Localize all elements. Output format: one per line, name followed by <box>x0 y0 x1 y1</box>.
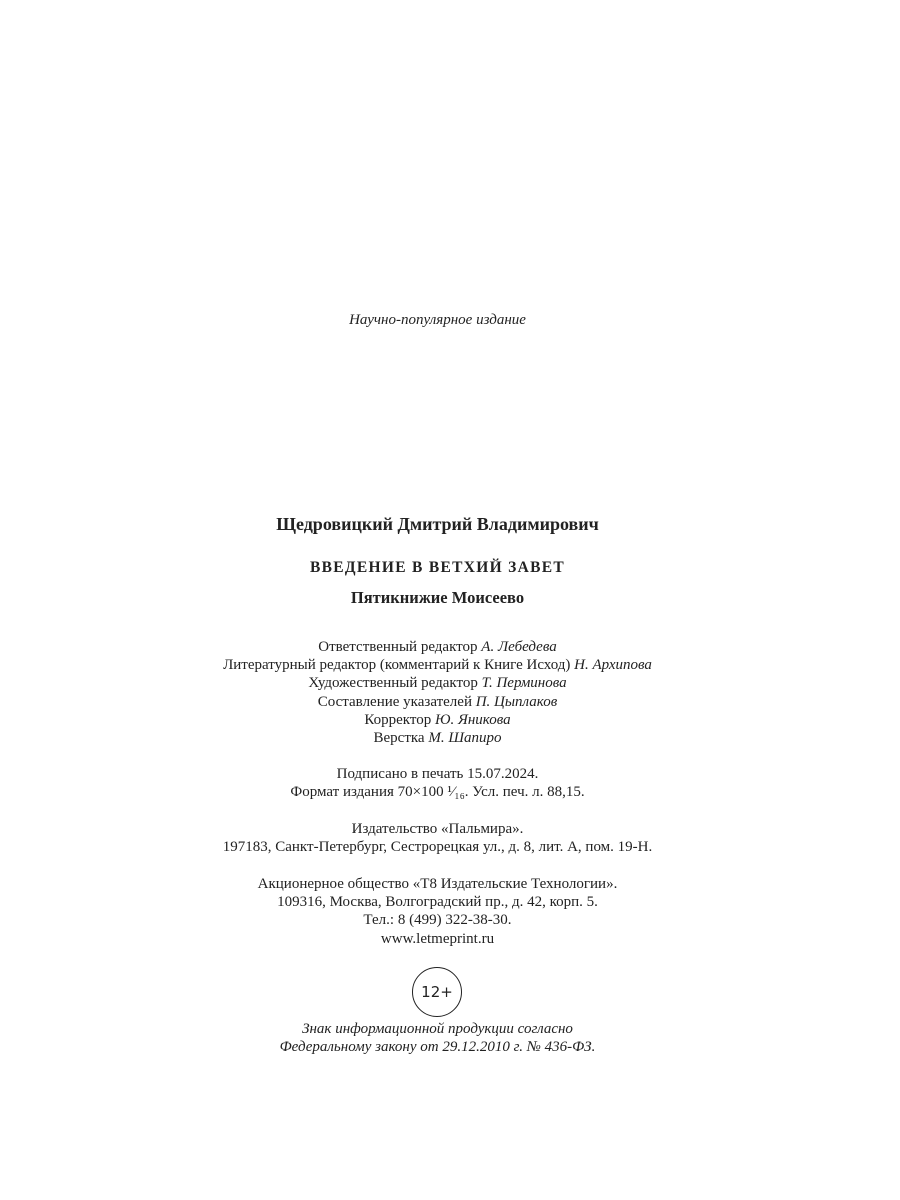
publisher-info <box>0 820 875 856</box>
book-subtitle: Пятикнижие Моисеево <box>350 588 525 607</box>
rating-note <box>0 1020 875 1056</box>
credits <box>0 638 875 747</box>
age-rating-text: 12+ <box>421 983 453 1001</box>
printer-website: www.letmeprint.ru <box>380 930 495 947</box>
credit-line: Литературный редактор (комментарий к Книге Исход) Н. Архипова <box>223 657 652 674</box>
age-rating-badge <box>412 967 462 1017</box>
publisher-address: 197183, Санкт-Петербург, Сестрорецкая ул., д. 8, лит. А, пом. 19-Н. <box>222 839 653 856</box>
printer-address: 109316, Москва, Волгоградский пр., д. 42, корп. 5. <box>277 894 598 911</box>
credit-line: Верстка М. Шапиро <box>373 730 502 747</box>
credit-line: Ответственный редактор А. Лебедева <box>318 639 557 655</box>
rating-note-line: Знак информационной продукции согласно <box>302 1021 573 1037</box>
print-info <box>0 765 875 801</box>
credit-line: Корректор Ю. Яникова <box>364 711 511 728</box>
credit-line: Составление указателей П. Цыплаков <box>317 693 558 710</box>
print-date: Подписано в печать 15.07.2024. <box>336 766 539 782</box>
printer-phone: Тел.: 8 (499) 322-38-30. <box>363 912 512 929</box>
rating-note-line: Федеральному закону от 29.12.2010 г. № 436-ФЗ. <box>279 1039 596 1056</box>
publisher-name: Издательство «Пальмира». <box>351 821 524 837</box>
credit-line: Художественный редактор Т. Перминова <box>308 675 567 692</box>
genre-label: Научно-популярное издание <box>349 312 526 328</box>
print-format: Формат издания 70×100 ¹⁄₁₆. Усл. печ. л. 88,15. <box>290 784 585 801</box>
author-name: Щедровицкий Дмитрий Владимирович <box>276 514 599 534</box>
book-title: ВВЕДЕНИЕ В ВЕТХИЙ ЗАВЕТ <box>309 559 566 576</box>
printer-info <box>0 875 875 948</box>
printer-name: Акционерное общество «Т8 Издательские Технологии». <box>257 876 618 892</box>
